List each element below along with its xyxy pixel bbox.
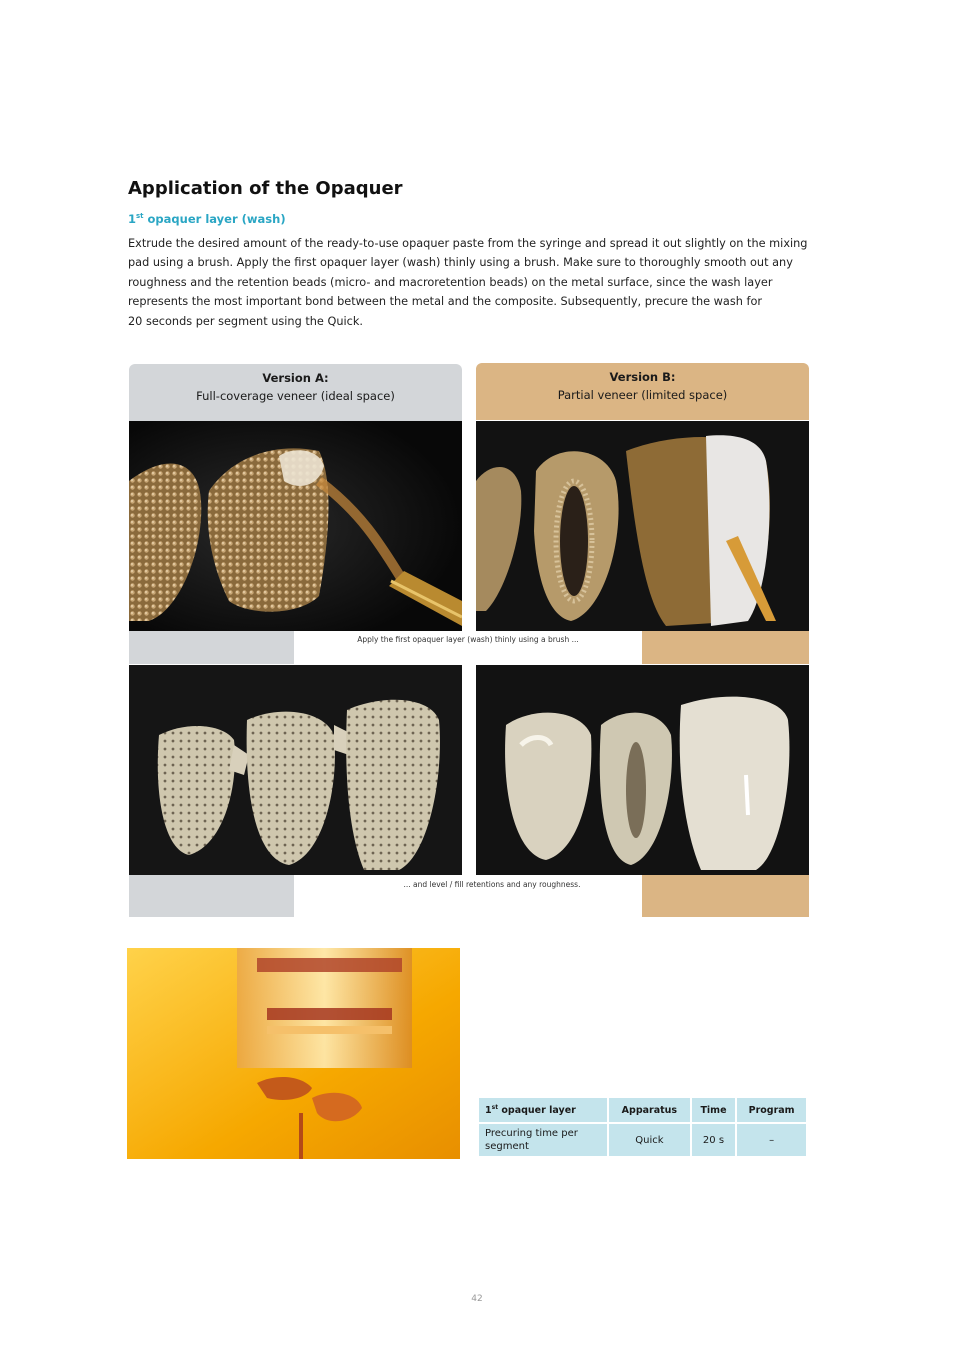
intro-line: 20 seconds per segment using the Quick. bbox=[128, 314, 364, 328]
caption-band-right bbox=[642, 875, 809, 917]
intro-line: roughness and the retention beads (micro- and macroretention beads) on the metal surface, since the wash layer bbox=[128, 275, 773, 289]
photo-version-a-leveled bbox=[129, 665, 462, 875]
table-header-apparatus: Apparatus bbox=[609, 1098, 690, 1122]
intro-line: pad using a brush. Apply the first opaquer layer (wash) thinly using a brush. Make sure to thoroughly smooth out any bbox=[128, 256, 793, 270]
version-a-header bbox=[129, 364, 462, 421]
table-row bbox=[479, 1122, 806, 1156]
table-header-row bbox=[479, 1098, 806, 1122]
photo-version-a-wash-application bbox=[129, 421, 462, 631]
intro-paragraph bbox=[128, 234, 808, 331]
photo-caption-2: ... and level / fill retentions and any roughness. bbox=[403, 880, 581, 889]
caption-band-left bbox=[129, 875, 294, 917]
version-a-title: Version A: bbox=[262, 371, 329, 385]
photo-precuring-quick bbox=[127, 948, 460, 1159]
version-a-subtitle: Full-coverage veneer (ideal space) bbox=[196, 389, 395, 403]
header-layer-ordinal: st bbox=[491, 1103, 499, 1111]
version-b-subtitle: Partial veneer (limited space) bbox=[557, 388, 728, 402]
intro-line: represents the most important bond between the metal and the composite. Subsequently, precure the wash for bbox=[128, 295, 763, 309]
caption-band-left bbox=[129, 631, 294, 664]
photo-version-b-leveled bbox=[476, 665, 809, 875]
intro-line: Extrude the desired amount of the ready-to-use opaquer paste from the syringe and spread it out slightly on the mixing bbox=[128, 237, 808, 250]
photo-caption-1: Apply the first opaquer layer (wash) thinly using a brush ... bbox=[357, 635, 579, 644]
photo-version-b-wash-application bbox=[476, 421, 809, 631]
precuring-parameters-table bbox=[477, 1098, 808, 1156]
subheading-text: opaquer layer (wash) bbox=[143, 212, 286, 226]
caption-band-right bbox=[642, 631, 809, 664]
table-header-program: Program bbox=[737, 1098, 806, 1122]
table-header-layer bbox=[479, 1098, 607, 1122]
table-cell-label: Precuring time per segment bbox=[479, 1122, 607, 1156]
subheading-ordinal: st bbox=[136, 212, 144, 221]
table-header-time: Time bbox=[692, 1098, 735, 1122]
version-b-title: Version B: bbox=[609, 370, 676, 384]
header-layer-text: opaquer layer bbox=[498, 1105, 576, 1117]
section-subheading bbox=[128, 212, 286, 226]
table-cell-time: 20 s bbox=[692, 1122, 735, 1156]
version-b-header bbox=[476, 363, 809, 420]
table-cell-program: – bbox=[737, 1122, 806, 1156]
table-cell-apparatus: Quick bbox=[609, 1122, 690, 1156]
page-number: 42 bbox=[471, 1294, 483, 1304]
page-title: Application of the Opaquer bbox=[128, 178, 403, 199]
header-layer-number: 1 bbox=[485, 1105, 492, 1117]
subheading-number: 1 bbox=[128, 212, 137, 226]
